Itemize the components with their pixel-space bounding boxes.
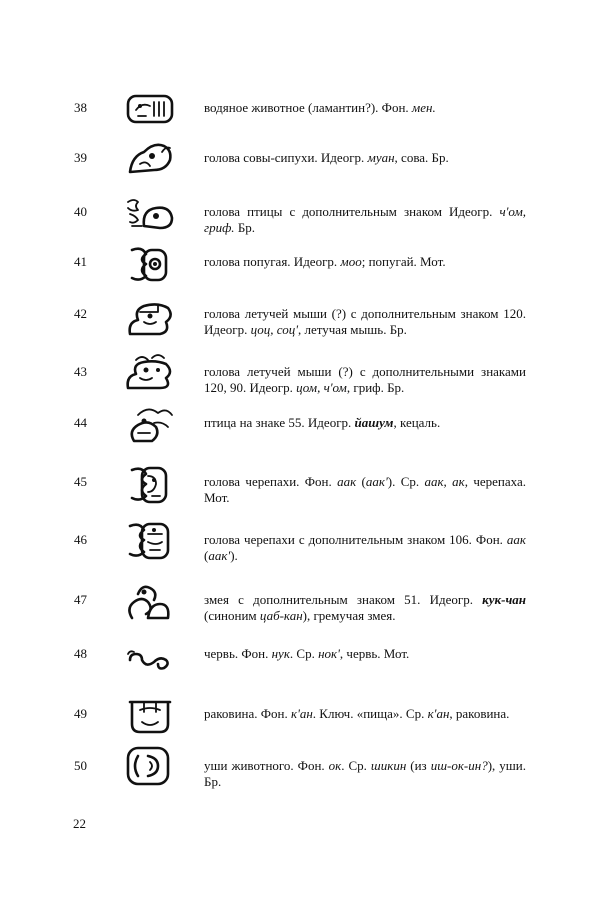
description-fragment: мен. [411, 100, 436, 115]
entry-number: 49 [74, 706, 87, 721]
description-fragment: голова совы-сипухи. Идеогр. [204, 150, 368, 165]
description-fragment: цаб-кан [259, 608, 303, 623]
bat-head-glyph-icon [118, 294, 180, 342]
description-fragment: кук-чан [482, 592, 526, 607]
entry-description [204, 646, 526, 662]
description-fragment: аак [337, 474, 357, 489]
description-fragment: к'ан [427, 706, 450, 721]
description-fragment: (из [406, 758, 431, 773]
description-fragment: цом, ч'ом [296, 380, 347, 395]
description-fragment: нок' [318, 646, 340, 661]
parrot-head-glyph-icon [118, 240, 180, 288]
worm-glyph-icon [118, 634, 180, 682]
entry-description [204, 150, 526, 166]
entry-description [204, 306, 526, 338]
description-fragment: ( [204, 548, 209, 563]
description-fragment: ; попугай. Мот. [361, 254, 446, 269]
description-fragment: аак' [365, 474, 388, 489]
entry-number: 45 [74, 474, 87, 489]
entry-description [204, 204, 526, 236]
description-fragment: Бр. [234, 220, 256, 235]
entry-number: 47 [74, 592, 87, 607]
animal-ears-glyph-icon [118, 742, 180, 790]
description-fragment: голова черепахи с дополнительным знаком 106. Фон. [204, 532, 507, 547]
quetzal-bird-glyph-icon [118, 401, 180, 449]
description-fragment: голова попугая. Идеогр. [204, 254, 341, 269]
barn-owl-head-glyph-icon [118, 134, 180, 182]
description-fragment: ок [328, 758, 342, 773]
entry-description [204, 758, 526, 790]
description-fragment: червь. Фон. [204, 646, 272, 661]
description-fragment: уши животного. Фон. [204, 758, 329, 773]
description-fragment: голова летучей мыши (?) с дополнительными знаками 120, 90. Идеогр. [204, 364, 526, 395]
description-fragment: к'ан [290, 706, 313, 721]
description-fragment: шикин [370, 758, 407, 773]
entry-description [204, 532, 526, 564]
entry-number: 50 [74, 758, 87, 773]
turtle-head-glyph-icon [118, 460, 180, 508]
entry-number: 40 [74, 204, 87, 219]
entry-number: 39 [74, 150, 87, 165]
description-fragment: , гриф. Бр. [346, 380, 405, 395]
entry-number: 41 [74, 254, 87, 269]
entry-description [204, 592, 526, 624]
description-fragment: , раковина. [449, 706, 510, 721]
description-fragment: . Ср. [341, 758, 371, 773]
description-fragment: змея с дополнительным знаком 51. Идеогр. [204, 592, 483, 607]
entry-number: 38 [74, 100, 87, 115]
entry-description [204, 415, 526, 431]
turtle-head-affix-glyph-icon [118, 516, 180, 564]
description-fragment: ), гремучая змея. [302, 608, 396, 623]
description-fragment: , сова. Бр. [394, 150, 449, 165]
bird-head-glyph-icon [118, 190, 180, 238]
description-fragment: ). Ср. [387, 474, 425, 489]
entry-description [204, 474, 526, 506]
entry-description [204, 100, 526, 116]
entry-description [204, 364, 526, 396]
description-fragment: раковина. Фон. [204, 706, 291, 721]
entry-number: 46 [74, 532, 87, 547]
bat-head-affix-glyph-icon [118, 348, 180, 396]
description-fragment: ( [356, 474, 366, 489]
description-fragment: нук [271, 646, 290, 661]
description-fragment: аак [506, 532, 526, 547]
entry-number: 43 [74, 364, 87, 379]
page-number: 22 [73, 816, 86, 831]
description-fragment: иш-ок-ин? [430, 758, 488, 773]
description-fragment: , летучая мышь. Бр. [298, 322, 407, 337]
description-fragment: голова черепахи. Фон. [204, 474, 338, 489]
description-fragment: . Ключ. «пища». Ср. [312, 706, 428, 721]
description-fragment: ). [230, 548, 238, 563]
description-fragment: , кецаль. [393, 415, 441, 430]
description-fragment: цоц, соц' [250, 322, 298, 337]
description-fragment: аак' [208, 548, 231, 563]
description-fragment: ), уши. Бр. [204, 758, 526, 789]
entry-number: 44 [74, 415, 87, 430]
description-fragment: водяное животное (ламантин?). Фон. [204, 100, 412, 115]
description-fragment: голова птицы с дополнительным знаком Идеогр. [204, 204, 500, 219]
description-fragment: голова летучей мыши (?) с дополнительным знаком 120. Идеогр. [204, 306, 526, 337]
rattlesnake-glyph-icon [118, 578, 180, 626]
description-fragment: моо [340, 254, 362, 269]
description-fragment: йашум [354, 415, 394, 430]
description-fragment: ч'ом, гриф. [204, 204, 526, 235]
entry-description [204, 706, 526, 722]
description-fragment: (синоним [204, 608, 260, 623]
entry-description [204, 254, 526, 270]
manatee-glyph-icon [118, 88, 180, 136]
description-fragment: . Ср. [289, 646, 319, 661]
shell-glyph-icon [118, 692, 180, 740]
description-fragment: , черепаха. Мот. [204, 474, 526, 505]
entry-number: 42 [74, 306, 87, 321]
description-fragment: , червь. Мот. [339, 646, 410, 661]
entry-number: 48 [74, 646, 87, 661]
description-fragment: аак, ак [424, 474, 465, 489]
description-fragment: птица на знаке 55. Идеогр. [204, 415, 355, 430]
description-fragment: муан [367, 150, 395, 165]
